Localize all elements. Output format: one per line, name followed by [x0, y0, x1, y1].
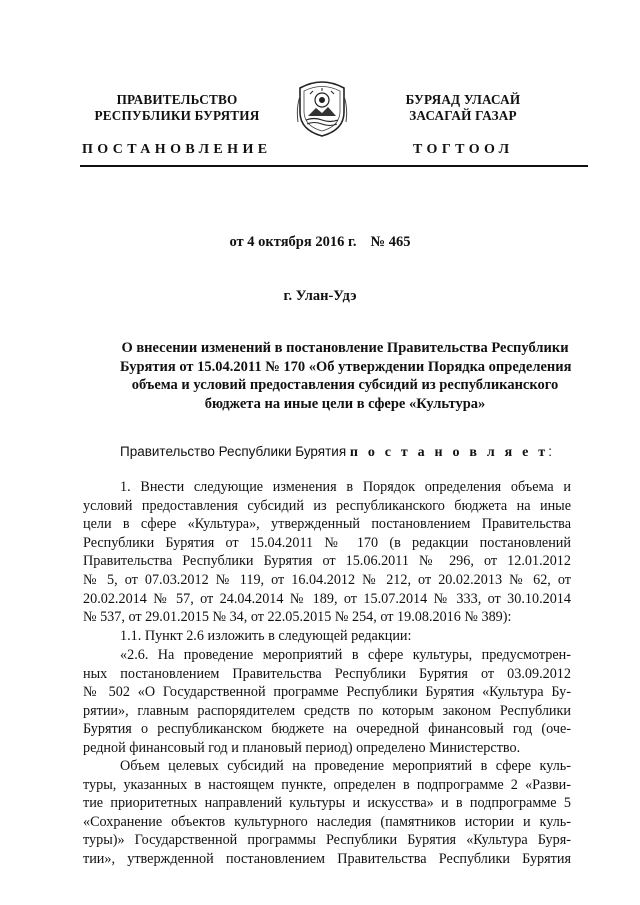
header-right-line1: БУРЯАД УЛАСАЙ — [405, 92, 521, 107]
title-line: О внесении изменений в постановление Правительства Республики — [121, 340, 569, 356]
header-divider — [80, 165, 588, 167]
decree-suffix: : — [548, 444, 553, 459]
document-city: г. Улан-Удэ — [283, 288, 357, 304]
document-number: № 465 — [370, 234, 411, 250]
paragraph-1 — [83, 478, 571, 627]
header-left-line1: ПРАВИТЕЛЬСТВО — [116, 92, 238, 107]
text-line: рятии», главным распорядителем средств по которым законом Республики — [83, 702, 571, 719]
title-line: бюджета на иные цели в сфере «Культура» — [204, 395, 486, 412]
text-line: № 5, от 07.03.2012 № 119, от 16.04.2012 № 212, от 20.02.2013 № 62, от — [83, 571, 571, 588]
decree-prefix: Правительство Республики Бурятия — [120, 444, 350, 459]
header-left-line2: РЕСПУБЛИКИ БУРЯТИЯ — [94, 108, 260, 123]
text-line: условий предоставления субсидий из республиканского бюджета на иные — [83, 497, 571, 514]
text-line: Бурятия о республиканском бюджете на очередной финансовый год (оче- — [83, 721, 571, 738]
text-line: туры, указанных в настоящем пункте, определен в подпрограмме 2 «Разви- — [83, 776, 571, 793]
text-line: тии», утвержденной постановлением Правительства Республики Бурятия — [83, 850, 571, 867]
text-line: «Сохранение объектов культурного наследия (памятников истории и куль- — [83, 813, 571, 830]
text-line: Объем целевых субсидий на проведение мероприятий в сфере куль- — [120, 758, 571, 774]
text-line: тие приоритетных направлений культуры и искусства» и в подпрограмме 5 — [83, 795, 571, 812]
decree-verb: п о с т а н о в л я е т — [349, 445, 549, 460]
paragraph-2 — [83, 627, 571, 646]
document-title — [120, 339, 570, 413]
text-line: цели в сфере «Культура», утвержденный постановлением Правительства — [83, 516, 571, 533]
date-number-line — [0, 234, 640, 251]
text-line: 20.02.2014 № 57, от 24.04.2014 № 189, от 15.07.2014 № 333, от 30.10.2014 — [83, 590, 571, 607]
text-line: Правительства Республики Бурятия от 15.06.2011 № 296, от 12.01.2012 — [83, 553, 571, 570]
header-right-line2: ЗАСАГАЙ ГАЗАР — [409, 108, 517, 123]
decree-statement — [120, 444, 552, 461]
text-line: ных постановлением Правительства Республики Бурятия от 03.09.2012 — [83, 665, 571, 682]
text-line: № 537, от 29.01.2015 № 34, от 22.05.2015 № 254, от 19.08.2016 № 389): — [83, 609, 512, 626]
header-left-authority — [82, 92, 272, 124]
doc-type-russian: ПОСТАНОВЛЕНИЕ — [82, 142, 272, 157]
text-line: 1.1. Пункт 2.6 изложить в следующей редакции: — [120, 628, 412, 644]
text-line: туры)» Государственной программы Республики Бурятия «Культура Буря- — [83, 832, 571, 849]
doc-type-buryat: ТОГТООЛ — [413, 142, 514, 157]
title-line: объема и условий предоставления субсидий из республиканского — [131, 377, 559, 393]
document-date: от 4 октября 2016 г. — [229, 234, 357, 250]
text-line: редной финансовый год и плановый период) определено Министерство. — [83, 739, 521, 756]
header-right-authority — [368, 92, 558, 124]
text-line: Республики Бурятия от 15.04.2011 № 170 (в редакции постановлений — [83, 534, 571, 551]
text-line: 1. Внести следующие изменения в Порядок определения объема и — [120, 479, 571, 495]
paragraph-4 — [83, 757, 571, 869]
title-line: Бурятия от 15.04.2011 № 170 «Об утверждении Порядка определения — [120, 358, 572, 375]
text-line: «2.6. На проведение мероприятий в сфере культуры, предусмотрен- — [120, 647, 571, 663]
coat-of-arms-icon — [296, 78, 348, 138]
text-line: № 502 «О Государственной программе Республики Бурятия «Культура Бу- — [83, 684, 571, 701]
paragraph-3 — [83, 646, 571, 758]
